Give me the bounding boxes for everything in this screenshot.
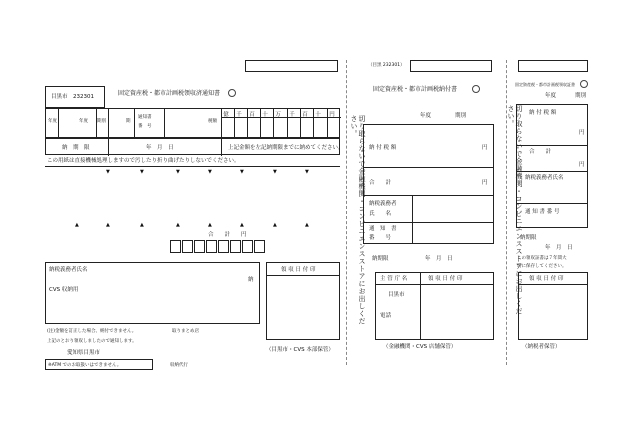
blank-box-top-mid bbox=[410, 60, 492, 72]
city-name: 愛知県目黒市 bbox=[67, 350, 101, 356]
digit-hyaku: 百 bbox=[249, 112, 255, 118]
city-code: 目黒市 232301 bbox=[51, 94, 94, 100]
blank-box-top-right bbox=[518, 60, 588, 72]
perforation-1 bbox=[346, 60, 347, 365]
right-fold-text: 切り取らないで金融機関・コンビニエンスストアにお出しください。 bbox=[507, 105, 523, 315]
digit-oku: 億 bbox=[223, 112, 229, 118]
city-code-box bbox=[45, 86, 105, 108]
digit-en: 円 bbox=[329, 112, 335, 118]
digit-grid bbox=[221, 109, 341, 139]
right-keeper: （納税者保管） bbox=[522, 344, 561, 350]
left-keeper: （目黒市・CVS 本部保管） bbox=[266, 347, 334, 353]
fold-note: この用紙は直接機械処理しますので汚したり折り曲げたりしないでください。 bbox=[47, 158, 240, 164]
middle-fold-text: 切り取らないで金融機関・コンビニエンスストアにお出しください。 bbox=[350, 115, 366, 325]
receipt-stamp-box: 領 収 日 付 印 bbox=[266, 262, 340, 340]
left-title: 固定資産税・都市計画税領収済通知書 bbox=[118, 90, 221, 97]
taxpayer-box: 納税義務者氏名 納 CVS 収納用 bbox=[45, 262, 260, 324]
digit-hyaku2: 百 bbox=[302, 112, 308, 118]
seal-icon bbox=[580, 80, 588, 88]
seal-icon bbox=[472, 85, 480, 93]
middle-keeper: （金融機関・CVS 店舗保管） bbox=[383, 344, 457, 350]
atm-notice: ※ATM でのお取扱いはできません。 bbox=[45, 359, 153, 370]
right-title: 固定資産税・都市計画税領収証書 bbox=[515, 82, 575, 87]
header-table: 年度 年度 期別 期 通知書 番 号 税額 億 千 百 十 万 千 百 十 円 bbox=[45, 108, 340, 138]
blank-box-top-left bbox=[245, 60, 338, 72]
digit-sen2: 千 bbox=[289, 112, 295, 118]
right-stamp-box: 領 収 日 付 印 bbox=[518, 272, 588, 340]
right-amount-table: 納 付 税 額 円 合 計 円 納税義務者氏名 通 知 書 番 号 bbox=[516, 104, 588, 228]
middle-title: 固定資産税・都市計画税納付書 bbox=[373, 86, 458, 93]
middle-amount-table: 納 付 税 額 円 合 計 円 納税義務者 氏 名 通 知 書 番 号 bbox=[363, 124, 494, 244]
digit-man: 万 bbox=[275, 112, 281, 118]
digit-sen: 千 bbox=[236, 112, 242, 118]
total-label: 合 計 円 bbox=[208, 232, 247, 238]
digit-juu2: 十 bbox=[315, 112, 321, 118]
middle-stamp-box: 主 管 庁 名 領 収 日 付 印 目黒市 電話 bbox=[375, 272, 494, 340]
total-digit-boxes bbox=[170, 240, 290, 254]
digit-juu: 十 bbox=[262, 112, 268, 118]
seal-icon bbox=[228, 89, 236, 97]
deadline-row: 納 期 限 年 月 日 上記金額を左記納期限までに納めてください。 bbox=[45, 138, 340, 155]
